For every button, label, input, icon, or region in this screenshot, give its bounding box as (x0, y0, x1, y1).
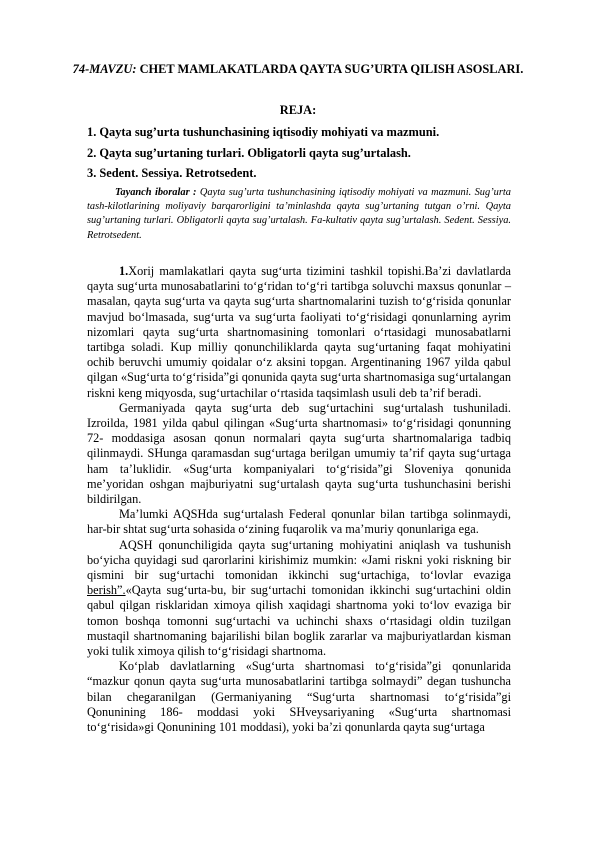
paragraph: Ko‘plab davlatlarning «Sug‘urta shartnomasi to‘g‘risida”gi qonunlarida “mazkur qonun qayta sug‘urta munosabatlarini tartibga solmaydi” degan tushuncha bilan chegaranilgan (Germaniyaning “Sug‘urta shartnomasi to‘g‘risida”gi Qonunining 186- moddasi yoki SHveysariyaning «Sug‘urta shartnomasi to‘g‘risida»gi Qonunining 101 moddasi), yoki ba’zi qonunlarda qayta sug‘urtaga (87, 659, 511, 735)
paragraph (87, 264, 511, 401)
paragraph-text: AQSH qonunchiligida qayta sug‘urtaning mohiyatini aniqlash va tushunish bo‘yicha quyidagi sud qarorlarini kirishimiz mumkin: «Jami riskni yoki riskning bir qismini bir sug‘urtachi tomonidan ikkinchi sug‘urtachiga, to‘lovlar evaziga (87, 537, 511, 583)
topic-number: 74-MAVZU: (72, 62, 137, 76)
paragraph: Germaniyada qayta sug‘urta deb sug‘urtachini sug‘urtalash tushuniladi. Izroilda, 1981 yilda qabul qilingan «Sug‘urta shartnomasi» to‘g‘risidagi qonunning 72- moddasiga asosan qonun normalari qayta sug‘urta shartnomalariga tadbiq qilinmaydi. SHunga qaramasdan sug‘urtaga berilgan umumiy ta’rif qayta sug‘urtaga ham ta’luklidir. «Sug‘urta kompaniyalari to‘g‘risida”gi Sloveniya qonunida me’yoridan oshgan majburiyatni sug‘urtalash qayta sug‘urta tushunchasini berishi bildirilgan. (87, 400, 511, 507)
plan-item: 3. Sedent. Sessiya. Retrotsedent. (87, 166, 257, 180)
plan-item: 1. Qayta sug’urta tushunchasining iqtisodiy mohiyati va mazmuni. (87, 125, 440, 139)
underlined-text: berish”. (87, 583, 126, 598)
plan-list (87, 122, 439, 184)
paragraph: Ma’lumki AQSHda sug‘urtalash Federal qonunlar bilan tartibga solinmaydi, har-bir shtat sug‘urta sohasida o‘zining fuqarolik va ma’muriy qonunlariga ega. (87, 507, 511, 537)
plan-item: 2. Qayta sug’urtaning turlari. Obligatorli qayta sug’urtalash. (87, 145, 411, 160)
plan-heading: REJA: (279, 103, 317, 117)
page-title (60, 57, 536, 81)
paragraph-text: «Qayta sug‘urta-bu, bir sug‘urtachi tomonidan ikkinchi sug‘urtachini oldin qabul qilgan risklaridan ximoya qilish xaqidagi shartnoma yoki to‘lov evaziga bir tomon boshqa tomonni sug‘urtachi va uchinchi shaxs o‘rtasidagi oldin tuzilgan mustaqil shartnomaning bajarilishi bilan boglik zararlar va majburiyatlardan kisman yoki tulik ximoya qilish to‘g‘risidagi shartnoma. (87, 583, 511, 659)
keywords-label: Tayanch iboralar : (115, 187, 197, 198)
section-number: 1. (119, 264, 129, 278)
paragraph-text: Xorij mamlakatlari qayta sug‘urta tizimini tashkil topishi.Ba’zi davlatlarda qayta sug‘urta munosabatlarini to‘g‘ridan to‘g‘ri tartibga soluvchi maxsus qonunlar – masalan, qayta sug‘urta va qayta sug‘urta shartnomalarini tuzish to‘g‘risida qonunlar mavjud bo‘lmasada, sug‘urta va sug‘urta faoliyati to‘g‘risidagi qonunlarning ayrim nizomlari qayta sug‘urta shartnomasining tomonlari o‘rtasidagi munosabatlarni tartibga soladi. Kup milliy qonunchiliklarda qayta sug‘urtaning faqat mohiyatini ochib beruvchi umumiy qoidalar o‘z aksini topgan. Argentinaning 1967 yilda qabul qilgan «Sug‘urta to‘g‘risida”gi qonunida qayta sug‘urta shartnomasiga sug‘urtalangan riskni keng miqyosda, sug‘urtachilar o‘rtasida taqsimlash usuli deb ta’rif beradi. (87, 264, 511, 400)
keywords-paragraph (87, 186, 511, 243)
paragraph (87, 538, 511, 660)
topic-title-text: CHET MAMLAKATLARDA QAYTA SUG’URTA QILISH ASOSLARI. (136, 62, 524, 76)
body-text (87, 264, 511, 735)
keywords-text: Qayta sug’urta tushunchasining iqtisodiy mohiyati va mazmuni. Sug’urta tash-kilotlarining moliyaviy barqarorligini ta’minlashda qayta sug’urtaning tutgan o’rni. Qayta sug’urtaning turlari. Obligatorli qayta sug’urtalash. Fa-kultativ qayta sug’urtalash. Sedent. Sessiya. Retrotsedent. (87, 187, 511, 241)
